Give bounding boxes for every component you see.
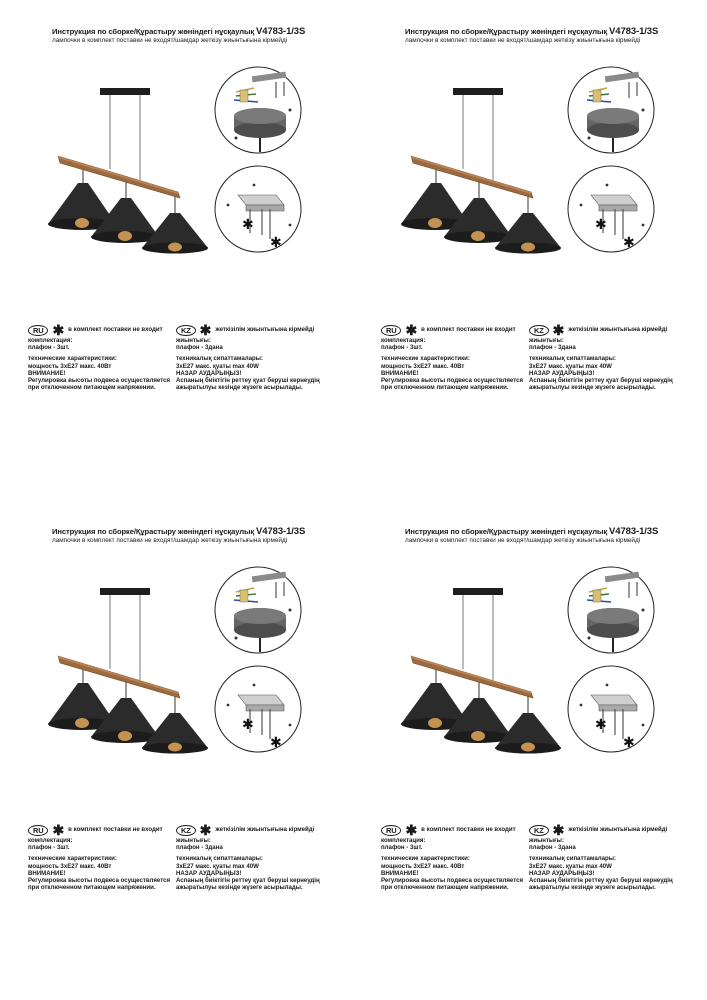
- kz-specs-value: 3хЕ27 макс. қуаты max 40W: [529, 362, 612, 370]
- kz-warning-1: Аспаның биіктігін реттеу қуат беруші кернеудің: [529, 877, 673, 885]
- kz-warning-1: Аспаның биіктігін реттеу қуат беруші кернеудің: [529, 377, 673, 385]
- kz-info: [176, 824, 346, 891]
- kz-set-value: плафон - 3дана: [176, 844, 223, 852]
- ru-warning-2: при отключенном питающем напряжении.: [28, 884, 156, 892]
- ru-set-label: комплектация:: [28, 337, 73, 344]
- star-icon: ✱: [552, 322, 565, 338]
- ru-not-included: в комплект поставки не входит: [421, 826, 516, 834]
- panel-title: [52, 26, 305, 37]
- ru-info: [381, 824, 551, 891]
- kz-warning-label: НАЗАР АУДАРЫҢЫЗ!: [176, 869, 242, 877]
- star-icon: ✱: [552, 822, 565, 838]
- ru-warning-1: Регулировка высоты подвеса осуществляется: [28, 877, 171, 885]
- ru-badge: RU: [28, 325, 48, 336]
- canopy-mounting-detail: [567, 566, 655, 654]
- bracket-detail: [567, 665, 655, 753]
- kz-header: [529, 824, 699, 836]
- ru-header: [28, 324, 198, 336]
- panel-title: [405, 26, 658, 37]
- kz-header: [529, 324, 699, 336]
- kz-specs-label: техникалық сипаттамалары:: [529, 355, 616, 363]
- kz-warning-1: Аспаның биіктігін реттеу қуат беруші кернеудің: [176, 377, 320, 385]
- lamp-illustration: [28, 580, 218, 755]
- instruction-panel: [353, 0, 706, 500]
- ru-specs-value: мощность 3хЕ27 макс. 40Вт: [28, 362, 112, 370]
- star-mark: ✱: [595, 717, 607, 733]
- kz-not-included: жеткізілім жиынтығына кірмейді: [215, 826, 315, 834]
- ru-warning-label: ВНИМАНИЕ!: [28, 869, 66, 877]
- kz-set-value: плафон - 3дана: [529, 844, 576, 852]
- kz-info: [529, 324, 699, 391]
- kz-info: [176, 324, 346, 391]
- ru-specs-label: технические характеристики:: [381, 855, 470, 863]
- star-icon: ✱: [405, 822, 418, 838]
- ru-set-label: комплектация:: [28, 837, 73, 844]
- ru-specs-value: мощность 3хЕ27 макс. 40Вт: [381, 362, 465, 370]
- kz-specs-label: техникалық сипаттамалары:: [176, 355, 263, 363]
- kz-badge: KZ: [176, 325, 196, 336]
- ru-not-included: в комплект поставки не входит: [421, 326, 516, 334]
- kz-warning-2: ажыратылуы кезінде жүзеге асырылады.: [529, 384, 656, 392]
- title-prefix: Инструкция по сборке/Құрастыру жөніндегі нұсқаулық: [52, 527, 255, 536]
- canopy-bar: [100, 88, 150, 95]
- instruction-panel: [353, 500, 706, 1000]
- ru-set-label: комплектация:: [381, 337, 426, 344]
- kz-set-label: жиынтығы:: [176, 837, 211, 844]
- kz-not-included: жеткізілім жиынтығына кірмейді: [568, 326, 668, 334]
- ru-set-value: плафон - 3шт.: [381, 844, 423, 852]
- kz-info: [529, 824, 699, 891]
- star-mark: ✱: [623, 235, 635, 251]
- panel-subtitle: лампочки в комплект поставки не входят/шамдар жеткізу жиынтығына кірмейді: [52, 37, 288, 44]
- panel-subtitle: лампочки в комплект поставки не входят/шамдар жеткізу жиынтығына кірмейді: [405, 37, 641, 44]
- ru-warning-2: при отключенном питающем напряжении.: [381, 884, 509, 892]
- star-mark: ✱: [623, 735, 635, 751]
- model-number: V4783-1/3S: [256, 526, 306, 537]
- kz-warning-label: НАЗАР АУДАРЫҢЫЗ!: [176, 369, 242, 377]
- kz-specs-value: 3хЕ27 макс. қуаты max 40W: [529, 862, 612, 870]
- kz-set-label: жиынтығы:: [176, 337, 211, 344]
- canopy-bar: [100, 588, 150, 595]
- ru-warning-label: ВНИМАНИЕ!: [381, 869, 419, 877]
- ru-info: [381, 324, 551, 391]
- bracket-detail: [214, 165, 302, 253]
- title-prefix: Инструкция по сборке/Құрастыру жөніндегі нұсқаулық: [52, 27, 255, 36]
- panel-subtitle: лампочки в комплект поставки не входят/шамдар жеткізу жиынтығына кірмейді: [52, 537, 288, 544]
- ru-set-value: плафон - 3шт.: [28, 344, 70, 352]
- kz-warning-2: ажыратылуы кезінде жүзеге асырылады.: [529, 884, 656, 892]
- star-icon: ✱: [199, 322, 212, 338]
- star-mark: ✱: [242, 717, 254, 733]
- kz-warning-2: ажыратылуы кезінде жүзеге асырылады.: [176, 884, 303, 892]
- ru-set-label: комплектация:: [381, 837, 426, 844]
- ru-warning-1: Регулировка высоты подвеса осуществляется: [381, 877, 524, 885]
- ru-warning-1: Регулировка высоты подвеса осуществляется: [28, 377, 171, 385]
- ru-specs-value: мощность 3хЕ27 макс. 40Вт: [28, 862, 112, 870]
- ru-warning-label: ВНИМАНИЕ!: [381, 369, 419, 377]
- kz-header: [176, 824, 346, 836]
- star-mark: ✱: [270, 735, 282, 751]
- kz-set-value: плафон - 3дана: [176, 344, 223, 352]
- ru-set-value: плафон - 3шт.: [28, 844, 70, 852]
- canopy-bar: [453, 88, 503, 95]
- lamp-illustration: [28, 80, 218, 255]
- star-mark: ✱: [595, 217, 607, 233]
- ru-warning-2: при отключенном питающем напряжении.: [381, 384, 509, 392]
- ru-header: [381, 824, 551, 836]
- kz-set-label: жиынтығы:: [529, 337, 564, 344]
- lamp-illustration: [381, 580, 571, 755]
- ru-specs-label: технические характеристики:: [28, 355, 117, 363]
- canopy-mounting-detail: [567, 66, 655, 154]
- ru-specs-label: технические характеристики:: [28, 855, 117, 863]
- ru-header: [381, 324, 551, 336]
- model-number: V4783-1/3S: [609, 26, 659, 37]
- kz-warning-label: НАЗАР АУДАРЫҢЫЗ!: [529, 869, 595, 877]
- ru-specs-value: мощность 3хЕ27 макс. 40Вт: [381, 862, 465, 870]
- kz-warning-1: Аспаның биіктігін реттеу қуат беруші кернеудің: [176, 877, 320, 885]
- star-mark: ✱: [270, 235, 282, 251]
- kz-specs-label: техникалық сипаттамалары:: [176, 855, 263, 863]
- ru-badge: RU: [28, 825, 48, 836]
- kz-warning-label: НАЗАР АУДАРЫҢЫЗ!: [529, 369, 595, 377]
- canopy-bar: [453, 588, 503, 595]
- panel-title: [405, 526, 658, 537]
- kz-header: [176, 324, 346, 336]
- panel-subtitle: лампочки в комплект поставки не входят/шамдар жеткізу жиынтығына кірмейді: [405, 537, 641, 544]
- ru-warning-2: при отключенном питающем напряжении.: [28, 384, 156, 392]
- ru-set-value: плафон - 3шт.: [381, 344, 423, 352]
- kz-badge: KZ: [529, 325, 549, 336]
- lamp-illustration: [381, 80, 571, 255]
- bracket-detail: [214, 665, 302, 753]
- kz-not-included: жеткізілім жиынтығына кірмейді: [215, 326, 315, 334]
- ru-badge: RU: [381, 825, 401, 836]
- star-icon: ✱: [52, 322, 65, 338]
- model-number: V4783-1/3S: [609, 526, 659, 537]
- ru-header: [28, 824, 198, 836]
- canopy-mounting-detail: [214, 566, 302, 654]
- panel-title: [52, 526, 305, 537]
- kz-not-included: жеткізілім жиынтығына кірмейді: [568, 826, 668, 834]
- star-icon: ✱: [199, 822, 212, 838]
- instruction-panel: [0, 500, 353, 1000]
- ru-warning-1: Регулировка высоты подвеса осуществляется: [381, 377, 524, 385]
- kz-badge: KZ: [529, 825, 549, 836]
- instruction-panel: [0, 0, 353, 500]
- title-prefix: Инструкция по сборке/Құрастыру жөніндегі нұсқаулық: [405, 527, 608, 536]
- kz-specs-label: техникалық сипаттамалары:: [529, 855, 616, 863]
- ru-warning-label: ВНИМАНИЕ!: [28, 369, 66, 377]
- star-icon: ✱: [52, 822, 65, 838]
- title-prefix: Инструкция по сборке/Құрастыру жөніндегі нұсқаулық: [405, 27, 608, 36]
- kz-badge: KZ: [176, 825, 196, 836]
- star-icon: ✱: [405, 322, 418, 338]
- bracket-detail: [567, 165, 655, 253]
- kz-specs-value: 3хЕ27 макс. қуаты max 40W: [176, 862, 259, 870]
- kz-set-value: плафон - 3дана: [529, 344, 576, 352]
- ru-specs-label: технические характеристики:: [381, 355, 470, 363]
- ru-badge: RU: [381, 325, 401, 336]
- model-number: V4783-1/3S: [256, 26, 306, 37]
- ru-info: [28, 824, 198, 891]
- ru-not-included: в комплект поставки не входит: [68, 326, 163, 334]
- ru-info: [28, 324, 198, 391]
- kz-specs-value: 3хЕ27 макс. қуаты max 40W: [176, 362, 259, 370]
- canopy-mounting-detail: [214, 66, 302, 154]
- star-mark: ✱: [242, 217, 254, 233]
- kz-warning-2: ажыратылуы кезінде жүзеге асырылады.: [176, 384, 303, 392]
- ru-not-included: в комплект поставки не входит: [68, 826, 163, 834]
- kz-set-label: жиынтығы:: [529, 837, 564, 844]
